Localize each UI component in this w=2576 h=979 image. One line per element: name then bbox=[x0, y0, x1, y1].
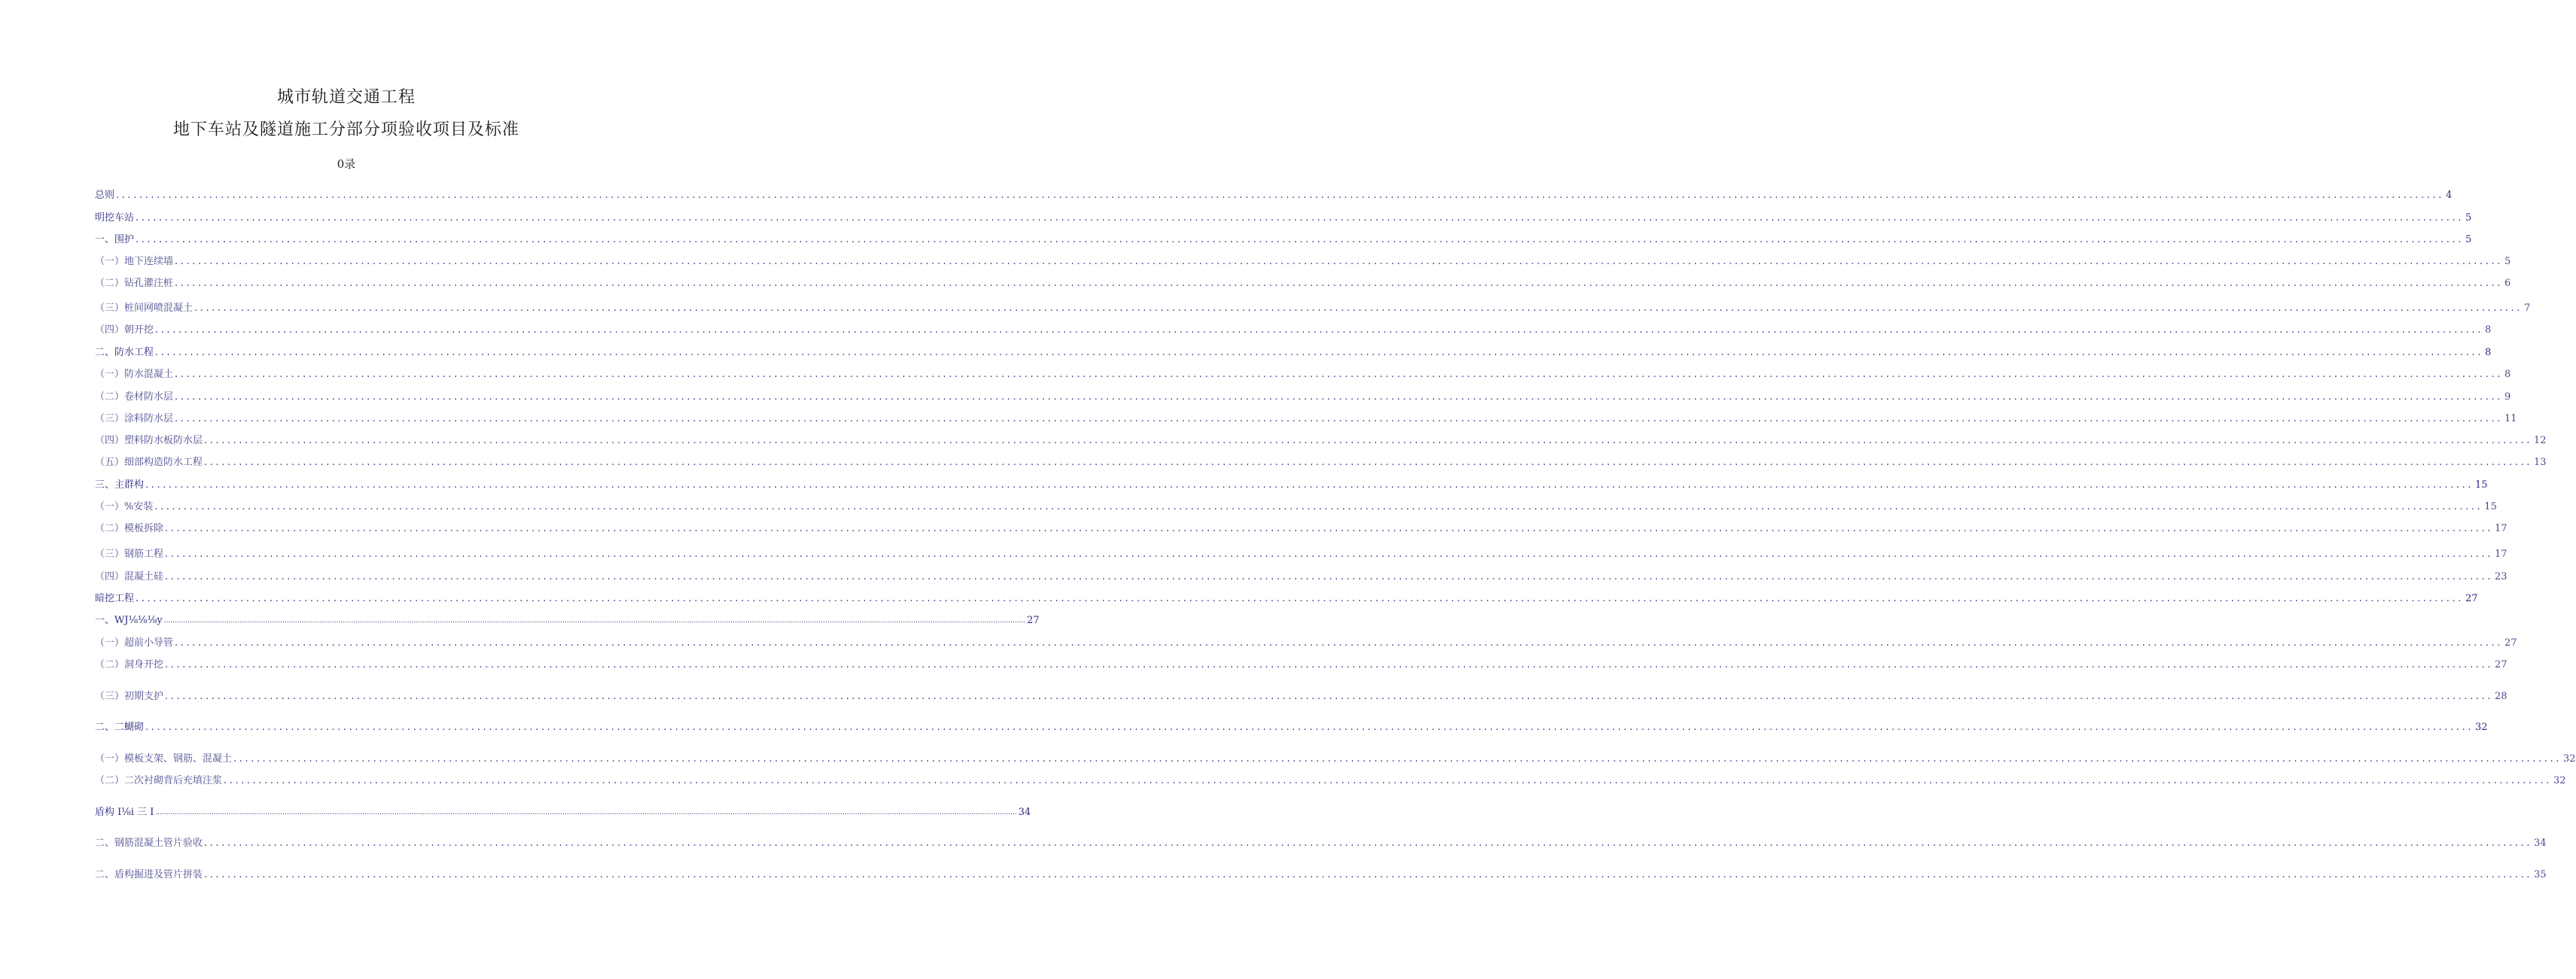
toc-entry-page-number: 9 bbox=[2504, 391, 2511, 403]
toc-dot-leader: ................................................................................................................................................................................................................................................................................................................................................................................................................ bbox=[175, 256, 2503, 267]
toc-entry[interactable] bbox=[95, 868, 2547, 883]
toc-entry-label: 一、围护 bbox=[95, 234, 135, 245]
toc-dot-leader: ................................................................................................................................................................................................................................................................................................................................................................................................................ bbox=[163, 617, 1026, 625]
toc-entry-label: 二、二蝴砌 bbox=[95, 722, 145, 733]
toc-entry[interactable] bbox=[95, 689, 2507, 704]
document-title-line1: 城市轨道交通工程 bbox=[276, 88, 416, 107]
toc-entry-label: （二）模板拆除 bbox=[95, 523, 164, 534]
toc-dot-leader: ................................................................................................................................................................................................................................................................................................................................................................................................................ bbox=[155, 347, 2483, 358]
toc-entry-page-number: 28 bbox=[2494, 691, 2507, 702]
toc-dot-leader: ................................................................................................................................................................................................................................................................................................................................................................................................................ bbox=[154, 501, 2483, 512]
toc-entry-label: （四）混凝土硅 bbox=[95, 571, 164, 582]
toc-dot-leader: ................................................................................................................................................................................................................................................................................................................................................................................................................ bbox=[145, 479, 2474, 491]
toc-entry-label: （一）模板支架、钢筋、混凝土 bbox=[95, 753, 233, 765]
toc-dot-leader: ................................................................................................................................................................................................................................................................................................................................................................................................................ bbox=[194, 303, 2523, 314]
toc-dot-leader: ................................................................................................................................................................................................................................................................................................................................................................................................................ bbox=[135, 234, 2464, 245]
toc-dot-leader: ................................................................................................................................................................................................................................................................................................................................................................................................................ bbox=[204, 869, 2532, 880]
toc-entry-page-number: 12 bbox=[2533, 435, 2547, 446]
toc-entry-page-number: 32 bbox=[2562, 753, 2576, 765]
toc-dot-leader: ................................................................................................................................................................................................................................................................................................................................................................................................................ bbox=[165, 549, 2493, 560]
toc-entry-label: （一）超前小导管 bbox=[95, 637, 174, 649]
toc-entry-label: （三）初期支护 bbox=[95, 691, 164, 702]
toc-entry[interactable] bbox=[95, 323, 2492, 338]
toc-dot-leader: ................................................................................................................................................................................................................................................................................................................................................................................................................ bbox=[204, 457, 2532, 468]
toc-entry-page-number: 7 bbox=[2523, 303, 2531, 314]
toc-entry-label: （二）钻孔灌注桩 bbox=[95, 278, 174, 289]
toc-entry-page-number: 15 bbox=[2484, 501, 2497, 512]
toc-entry[interactable] bbox=[95, 188, 2453, 203]
toc-entry[interactable] bbox=[95, 658, 2507, 673]
toc-entry-page-number: 11 bbox=[2504, 413, 2517, 424]
toc-entry[interactable] bbox=[95, 276, 2511, 291]
toc-entry[interactable] bbox=[95, 570, 2507, 585]
toc-entry[interactable] bbox=[95, 752, 2576, 767]
toc-dot-leader: ................................................................................................................................................................................................................................................................................................................................................................................................................ bbox=[145, 722, 2474, 733]
toc-entry-page-number: 4 bbox=[2445, 190, 2453, 201]
toc-dot-leader: ................................................................................................................................................................................................................................................................................................................................................................................................................ bbox=[175, 369, 2503, 380]
toc-dot-leader: ................................................................................................................................................................................................................................................................................................................................................................................................................ bbox=[233, 753, 2562, 765]
toc-entry-page-number: 6 bbox=[2504, 278, 2511, 289]
toc-entry-page-number: 35 bbox=[2533, 869, 2547, 880]
toc-entry-label: （一）%安装 bbox=[95, 501, 154, 512]
toc-dot-leader: ................................................................................................................................................................................................................................................................................................................................................................................................................ bbox=[155, 324, 2483, 336]
toc-entry-page-number: 13 bbox=[2533, 457, 2547, 468]
toc-dot-leader: ................................................................................................................................................................................................................................................................................................................................................................................................................ bbox=[165, 659, 2493, 670]
toc-heading: 0录 bbox=[336, 157, 356, 171]
toc-entry-page-number: 27 bbox=[1027, 615, 1040, 626]
toc-entry-page-number: 8 bbox=[2484, 324, 2492, 336]
toc-dot-leader: ................................................................................................................................................................................................................................................................................................................................................................................................................ bbox=[155, 809, 1017, 816]
toc-entry[interactable] bbox=[95, 805, 1031, 820]
toc-entry-label: （三）桩间网喷混凝土 bbox=[95, 303, 193, 314]
toc-entry[interactable] bbox=[95, 478, 2488, 493]
toc-entry[interactable] bbox=[95, 390, 2511, 405]
toc-dot-leader: ................................................................................................................................................................................................................................................................................................................................................................................................................ bbox=[175, 278, 2503, 289]
toc-entry-label: （五）细部构造防水工程 bbox=[95, 457, 203, 468]
toc-entry-page-number: 27 bbox=[2465, 593, 2478, 604]
toc-entry-page-number: 5 bbox=[2504, 256, 2511, 267]
toc-dot-leader: ................................................................................................................................................................................................................................................................................................................................................................................................................ bbox=[204, 435, 2532, 446]
toc-entry[interactable] bbox=[95, 345, 2492, 360]
toc-entry-page-number: 17 bbox=[2494, 523, 2507, 534]
toc-entry[interactable] bbox=[95, 613, 1040, 628]
toc-entry[interactable] bbox=[95, 455, 2547, 470]
toc-entry[interactable] bbox=[95, 636, 2517, 651]
toc-entry-label: （三）涂料防水层 bbox=[95, 413, 174, 424]
toc-dot-leader: ................................................................................................................................................................................................................................................................................................................................................................................................................ bbox=[116, 190, 2444, 201]
toc-entry-label: （四）朝开挖 bbox=[95, 324, 154, 336]
toc-entry-label: 三、主群构 bbox=[95, 479, 145, 491]
toc-entry-page-number: 27 bbox=[2494, 659, 2507, 670]
toc-dot-leader: ................................................................................................................................................................................................................................................................................................................................................................................................................ bbox=[175, 413, 2503, 424]
toc-entry[interactable] bbox=[95, 547, 2507, 562]
toc-dot-leader: ................................................................................................................................................................................................................................................................................................................................................................................................................ bbox=[175, 637, 2503, 649]
toc-entry-label: 二、防水工程 bbox=[95, 347, 154, 358]
toc-entry[interactable] bbox=[95, 500, 2497, 515]
toc-entry-label: （二）卷材防水层 bbox=[95, 391, 174, 403]
toc-dot-leader: ................................................................................................................................................................................................................................................................................................................................................................................................................ bbox=[175, 391, 2503, 403]
toc-entry-page-number: 5 bbox=[2465, 234, 2472, 245]
toc-entry-label: 二、钢筋混凝土管片验收 bbox=[95, 838, 203, 849]
toc-entry-page-number: 34 bbox=[2533, 838, 2547, 849]
document-title-line2: 地下车站及隧道施工分部分项验收项目及标准 bbox=[172, 120, 519, 139]
toc-entry-page-number: 32 bbox=[2474, 722, 2488, 733]
toc-entry[interactable] bbox=[95, 720, 2488, 735]
toc-entry-page-number: 34 bbox=[1018, 807, 1031, 818]
toc-entry-page-number: 27 bbox=[2504, 637, 2517, 649]
toc-entry[interactable] bbox=[95, 774, 2566, 789]
toc-entry-page-number: 8 bbox=[2504, 369, 2511, 380]
toc-entry[interactable] bbox=[95, 211, 2472, 226]
toc-entry[interactable] bbox=[95, 254, 2511, 269]
toc-entry[interactable] bbox=[95, 433, 2547, 448]
toc-entry-label: 明挖车站 bbox=[95, 212, 135, 223]
toc-entry-page-number: 8 bbox=[2484, 347, 2492, 358]
toc-entry-label: （二）洞身开挖 bbox=[95, 659, 164, 670]
toc-entry-label: 总则 bbox=[95, 190, 115, 201]
toc-entry[interactable] bbox=[95, 301, 2531, 316]
toc-entry-label: 二、盾构掘进及管片拼装 bbox=[95, 869, 203, 880]
toc-entry-page-number: 5 bbox=[2465, 212, 2472, 223]
toc-entry[interactable] bbox=[95, 412, 2517, 427]
toc-entry-label: （三）钢筋工程 bbox=[95, 549, 164, 560]
toc-dot-leader: ................................................................................................................................................................................................................................................................................................................................................................................................................ bbox=[204, 838, 2532, 849]
toc-entry-page-number: 32 bbox=[2553, 775, 2566, 786]
toc-entry[interactable] bbox=[95, 367, 2511, 382]
toc-entry[interactable] bbox=[95, 836, 2547, 851]
toc-dot-leader: ................................................................................................................................................................................................................................................................................................................................................................................................................ bbox=[165, 523, 2493, 534]
toc-entry-page-number: 17 bbox=[2494, 549, 2507, 560]
toc-entry[interactable] bbox=[95, 521, 2507, 537]
toc-dot-leader: ................................................................................................................................................................................................................................................................................................................................................................................................................ bbox=[165, 571, 2493, 582]
toc-entry-label: （一）地下连续墙 bbox=[95, 256, 174, 267]
toc-entry-label: （四）塑料防水板防水层 bbox=[95, 435, 203, 446]
toc-entry[interactable] bbox=[95, 233, 2472, 248]
toc-entry-label: 盾构 I⅛i 三 I bbox=[95, 807, 154, 818]
toc-entry-page-number: 15 bbox=[2474, 479, 2488, 491]
table-of-contents bbox=[95, 0, 2576, 979]
toc-dot-leader: ................................................................................................................................................................................................................................................................................................................................................................................................................ bbox=[135, 593, 2464, 604]
toc-entry-label: （二）二次衬砌背后充填注浆 bbox=[95, 775, 223, 786]
toc-dot-leader: ................................................................................................................................................................................................................................................................................................................................................................................................................ bbox=[135, 212, 2464, 223]
toc-entry[interactable] bbox=[95, 591, 2478, 607]
toc-entry-label: （一）防水混凝土 bbox=[95, 369, 174, 380]
toc-dot-leader: ................................................................................................................................................................................................................................................................................................................................................................................................................ bbox=[165, 691, 2493, 702]
toc-entry-label: 暗挖工程 bbox=[95, 593, 135, 604]
toc-dot-leader: ................................................................................................................................................................................................................................................................................................................................................................................................................ bbox=[224, 775, 2552, 786]
toc-entry-label: 一、WJ⅛⅛⅛y bbox=[95, 615, 163, 626]
toc-entry-page-number: 23 bbox=[2494, 571, 2507, 582]
